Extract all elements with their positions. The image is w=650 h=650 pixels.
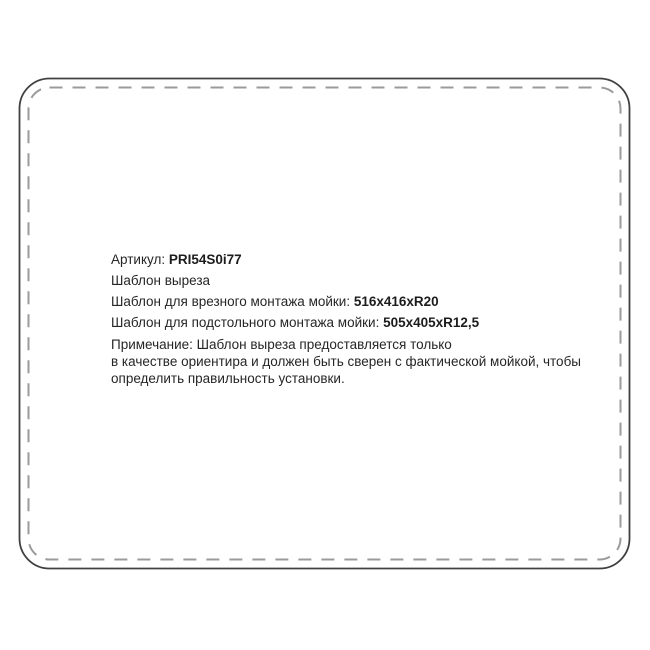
inset-mount-dimensions: 516x416xR20 (353, 294, 439, 309)
note-block (111, 336, 581, 387)
article-code: PRI54S0i77 (168, 252, 242, 267)
inset-mount-line (111, 293, 581, 310)
note-line-3: определить правильность установки. (111, 371, 345, 386)
template-type-line (111, 272, 581, 289)
article-label: Артикул: (111, 252, 169, 267)
undermount-dimensions: 505x405xR12,5 (383, 315, 480, 330)
undermount-line (111, 314, 581, 331)
inset-mount-label: Шаблон для врезного монтажа мойки: (111, 294, 354, 309)
undermount-label: Шаблон для подстольного монтажа мойки: (111, 315, 384, 330)
article-line (111, 251, 581, 268)
template-type-label: Шаблон выреза (111, 273, 211, 288)
note-line-1: Примечание: Шаблон выреза предоставляется только (111, 337, 452, 352)
note-line-2: в качестве ориентира и должен быть сверен с фактической мойкой, чтобы (111, 354, 582, 369)
spec-text-block (111, 251, 581, 387)
